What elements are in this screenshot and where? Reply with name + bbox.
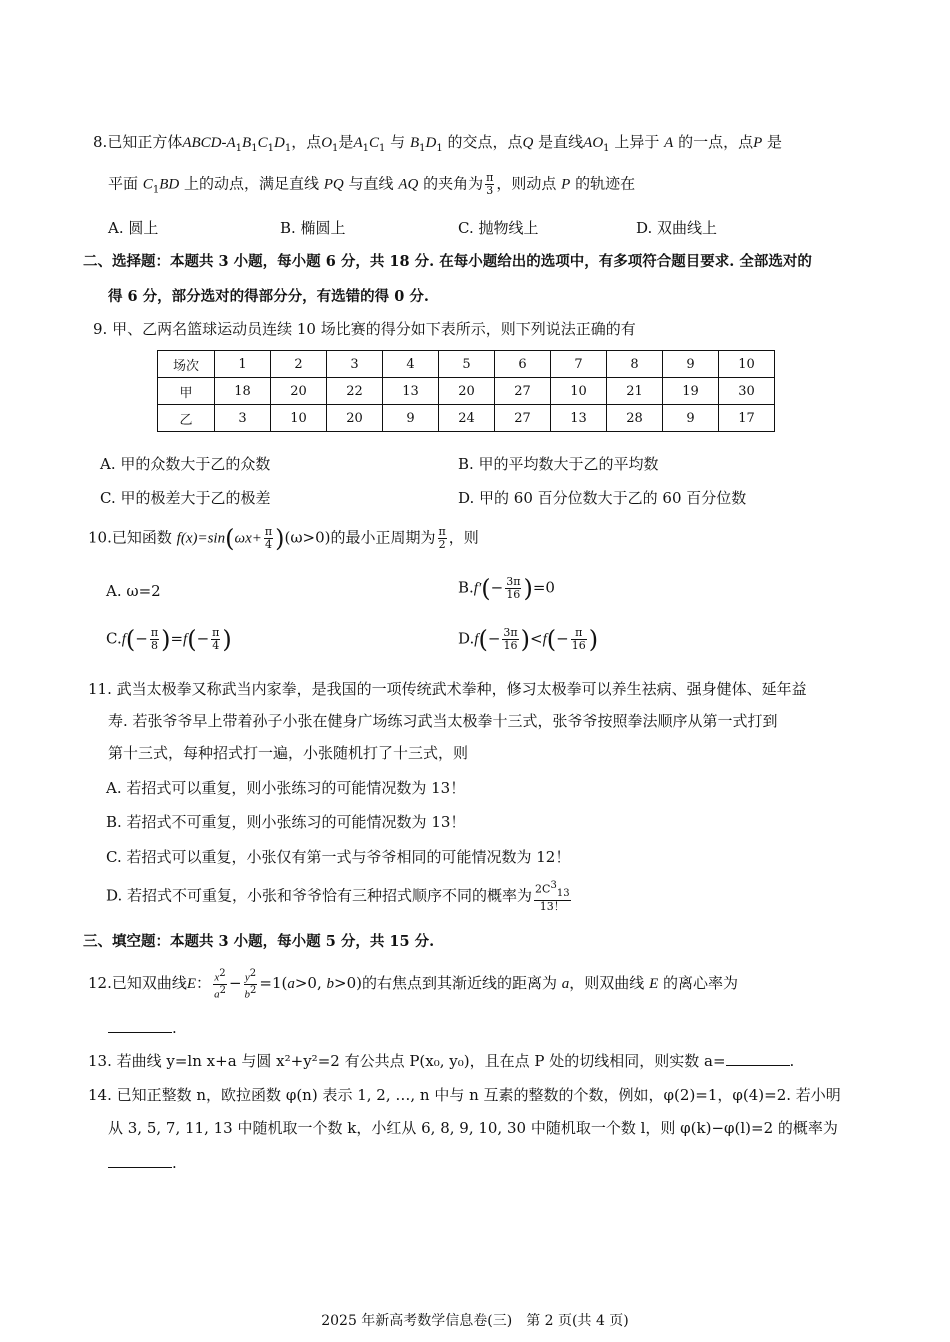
- q11-line3: 第十三式，每种招式打一遍，小张随机打了十三式，则: [108, 744, 469, 762]
- section3-heading: 三、填空题：本题共 3 小题，每小题 5 分，共 15 分.: [83, 933, 435, 950]
- table-cell: 10: [551, 378, 607, 405]
- table-cell: 7: [551, 351, 607, 378]
- q9-score-table: [157, 350, 775, 432]
- table-cell: 乙: [158, 405, 215, 432]
- q12-stem: 12.已知双曲线E： $\frac{x^2}{a^2}$ − $\frac{y^2}{b^2}$ =1(a>0, b>0)的右焦点到其渐近线的距离为 a，则双曲线 E 的离心率为: [88, 968, 739, 1001]
- table-cell: 19: [663, 378, 719, 405]
- section2-heading-cont: 得 6 分，部分选对的得部分分，有选错的得 0 分.: [108, 288, 429, 305]
- q12-answer-blank[interactable]: .: [108, 1018, 177, 1037]
- table-cell: 27: [495, 405, 551, 432]
- q8-option-a: A. 圆上: [108, 219, 159, 237]
- q11-option-a: A. 若招式可以重复，则小张练习的可能情况数为 13！: [106, 779, 466, 797]
- q14-answer-blank[interactable]: .: [108, 1153, 177, 1172]
- table-cell: 9: [663, 405, 719, 432]
- q10-option-b: B.f′(− $\frac{3\pi}{16}$ )=0: [458, 574, 555, 603]
- table-cell: 10: [271, 405, 327, 432]
- table-cell: 1: [215, 351, 271, 378]
- q11-option-c: C. 若招式可以重复，小张仅有第一式与爷爷相同的可能情况数为 12！: [106, 848, 571, 866]
- table-cell: 9: [663, 351, 719, 378]
- q10-option-a: A. ω=2: [106, 582, 161, 600]
- table-cell: 13: [551, 405, 607, 432]
- table-cell: 21: [607, 378, 663, 405]
- table-cell: 3: [215, 405, 271, 432]
- table-cell: 18: [215, 378, 271, 405]
- q11-line1: 11. 武当太极拳又称武当内家拳，是我国的一项传统武术拳种，修习太极拳可以养生祛病、强身健体、延年益: [88, 680, 807, 698]
- table-cell: 甲: [158, 378, 215, 405]
- table-cell: 22: [327, 378, 383, 405]
- table-cell: 27: [495, 378, 551, 405]
- table-cell: 24: [439, 405, 495, 432]
- table-cell: 17: [719, 405, 775, 432]
- q8-option-c: C. 抛物线上: [458, 219, 539, 237]
- q8-angle-fraction: $\frac{\pi}{3}$: [486, 171, 494, 197]
- q8-option-d: D. 双曲线上: [636, 219, 718, 237]
- table-row: [158, 405, 775, 432]
- q10-stem: 10.已知函数 f(x)=sin(ωx+ $\frac{\pi}{4}$ )(ω>0)的最小正周期为 $\frac{\pi}{2}$ ，则: [88, 524, 479, 553]
- table-cell: 5: [439, 351, 495, 378]
- table-cell: 6: [495, 351, 551, 378]
- table-cell: 2: [271, 351, 327, 378]
- table-row: [158, 378, 775, 405]
- q8-line2: 平面 $C_1BD$ 上的动点，满足直线 PQ 与直线 AQ 的夹角为 $\frac{\pi}{3}$ ，则动点 P 的轨迹在: [108, 171, 636, 197]
- q9-option-c: C. 甲的极差大于乙的极差: [100, 489, 271, 507]
- table-cell: 8: [607, 351, 663, 378]
- q14-line2: 从 3, 5, 7, 11, 13 中随机取一个数 k，小红从 6, 8, 9, 10, 30 中随机取一个数 l，则 φ(k)−φ(l)=2 的概率为: [108, 1119, 838, 1137]
- table-cell: 20: [439, 378, 495, 405]
- table-cell: 场次: [158, 351, 215, 378]
- q13-stem: 13. 若曲线 y=ln x+a 与圆 x²+y²=2 有公共点 P(x₀, y₀)，且在点 P 处的切线相同，则实数 a= .: [88, 1052, 795, 1070]
- q11-line2: 寿. 若张爷爷早上带着孙子小张在健身广场练习武当太极拳十三式，张爷爷按照拳法顺序从第一式打到: [108, 712, 778, 730]
- q11-option-d: D. 若招式不可重复，小张和爷爷恰有三种招式顺序不同的概率为 $\frac{2C^3_{13}}{13!}$: [106, 880, 570, 913]
- q14-line1: 14. 已知正整数 n，欧拉函数 φ(n) 表示 1, 2, …, n 中与 n 互素的整数的个数，例如，φ(2)=1，φ(4)=2. 若小明: [88, 1086, 841, 1104]
- section2-heading: 二、选择题：本题共 3 小题，每小题 6 分，共 18 分. 在每小题给出的选项中，有多项符合题目要求. 全部选对的: [83, 253, 812, 270]
- q8-option-b: B. 椭圆上: [280, 219, 346, 237]
- q9-option-a: A. 甲的众数大于乙的众数: [100, 455, 271, 473]
- table-cell: 20: [327, 405, 383, 432]
- q11-option-b: B. 若招式不可重复，则小张练习的可能情况数为 13！: [106, 813, 466, 831]
- table-header-row: [158, 351, 775, 378]
- q9-stem: 9. 甲、乙两名篮球运动员连续 10 场比赛的得分如下表所示，则下列说法正确的有: [93, 320, 636, 338]
- table-cell: 20: [271, 378, 327, 405]
- q9-option-b: B. 甲的平均数大于乙的平均数: [458, 455, 659, 473]
- q9-option-d: D. 甲的 60 百分位数大于乙的 60 百分位数: [458, 489, 747, 507]
- table-cell: 28: [607, 405, 663, 432]
- table-cell: 30: [719, 378, 775, 405]
- q10-option-d: D.f(− $\frac{3\pi}{16}$ )<f(− $\frac{\pi}{16}$ ): [458, 625, 599, 654]
- q8-line1: 8.已知正方体ABCD-$A_1B_1C_1D_1$，点$O_1$是$A_1C_1$ 与 $B_1D_1$ 的交点，点Q 是直线$AO_1$ 上异于 A 的一点，点P 是: [93, 133, 783, 154]
- table-cell: 9: [383, 405, 439, 432]
- q10-option-c: C.f(− $\frac{\pi}{8}$ )=f(− $\frac{\pi}{4}$ ): [106, 625, 232, 654]
- table-cell: 13: [383, 378, 439, 405]
- page-footer: 2025 年新高考数学信息卷(三) 第 2 页(共 4 页): [321, 1313, 629, 1329]
- q13-answer-blank[interactable]: [726, 1051, 790, 1066]
- table-cell: 10: [719, 351, 775, 378]
- table-cell: 3: [327, 351, 383, 378]
- table-cell: 4: [383, 351, 439, 378]
